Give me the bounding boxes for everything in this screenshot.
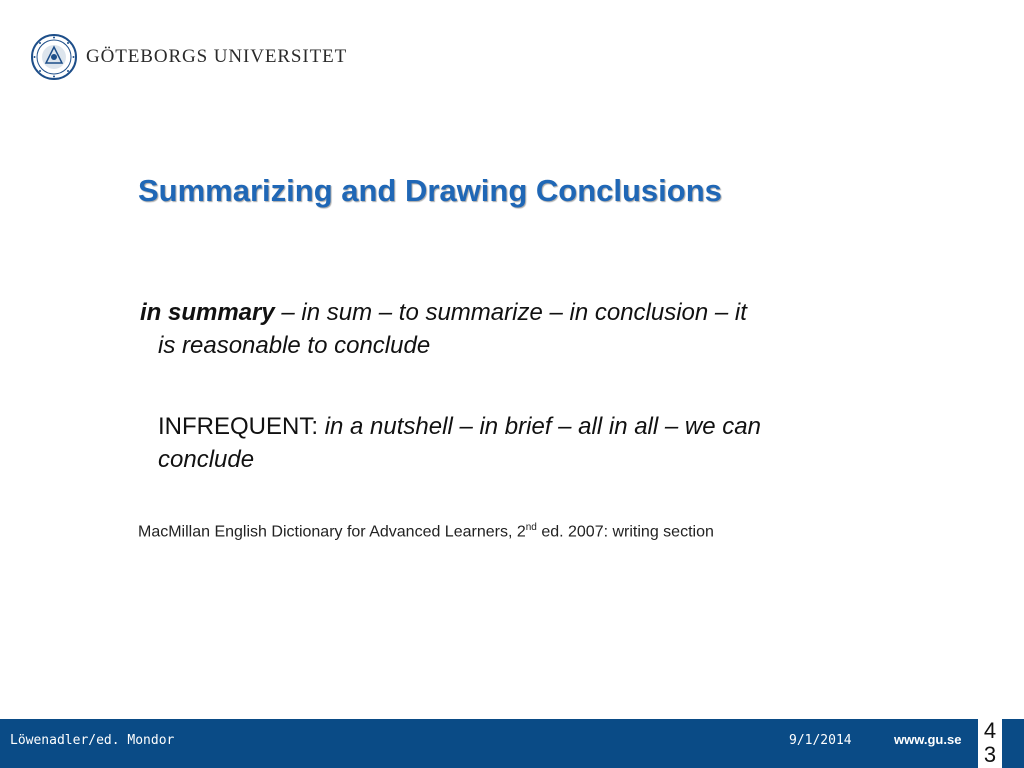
header — [30, 33, 347, 81]
university-seal-icon — [30, 33, 78, 81]
university-name: GÖTEBORGS UNIVERSITET — [86, 46, 348, 67]
source-citation — [138, 522, 714, 541]
citation-sup: nd — [525, 522, 537, 533]
summary-phrases — [140, 296, 880, 362]
summary-phrases-line2: is reasonable to conclude — [158, 332, 431, 359]
citation-text-end: ed. 2007: writing section — [536, 523, 714, 541]
footer-website-link[interactable]: www.gu.se — [894, 732, 962, 747]
footer-bar — [0, 719, 1024, 768]
infrequent-phrase-list: in a nutshell – in brief – all in all – we can conclude — [158, 413, 761, 473]
page-number: 43 — [978, 719, 1002, 768]
infrequent-phrases — [158, 410, 858, 476]
citation-text: MacMillan English Dictionary for Advanced Learners, 2 — [138, 523, 526, 541]
footer-author: Löwenadler/ed. Mondor — [10, 733, 175, 748]
footer-date: 9/1/2014 — [789, 733, 852, 748]
summary-lead-phrase: in summary — [140, 299, 275, 326]
slide-title: Summarizing and Drawing Conclusions — [138, 173, 722, 208]
summary-phrases-rest: – in sum – to summarize – in conclusion – it — [274, 299, 747, 326]
infrequent-label: INFREQUENT: — [158, 413, 325, 440]
